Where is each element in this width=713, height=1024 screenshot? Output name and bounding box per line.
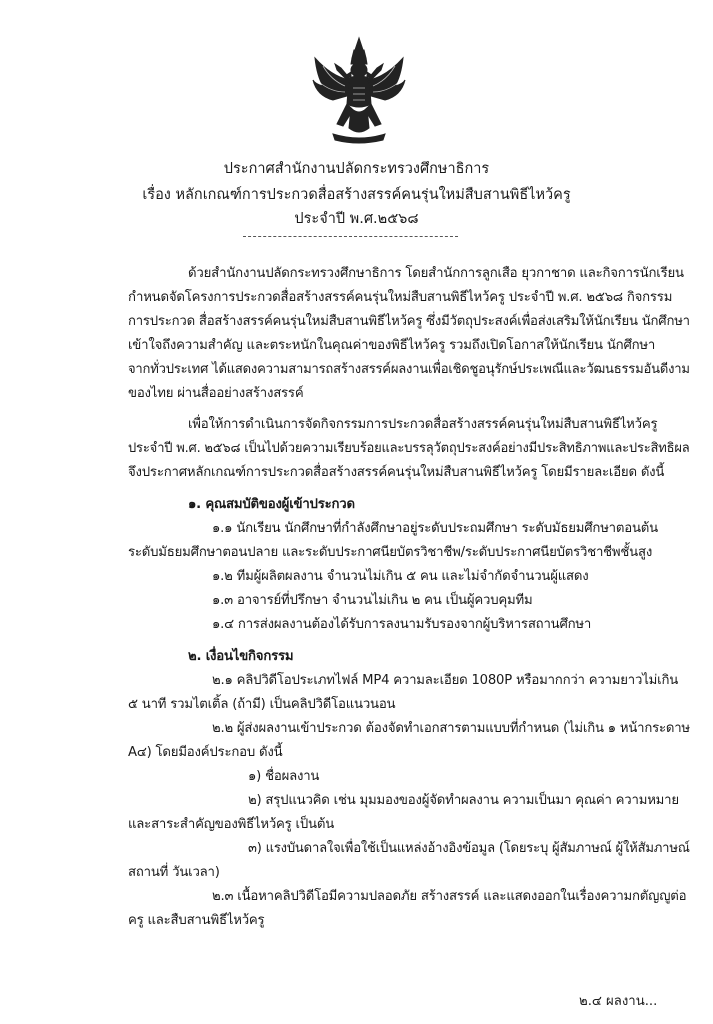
- list-item: ๒.๒ ผู้ส่งผลงานเข้าประกวด ต้องจัดทำเอกสารตามแบบที่กำหนด (ไม่เกิน ๑ หน้ากระดาษ: [212, 721, 690, 736]
- continuation-marker: ๒.๔ ผลงาน...: [579, 994, 658, 1009]
- list-item: ๒.๑ คลิปวิดีโอประเภทไฟล์ MP4 ความละเอียด 1080P หรือมากกว่า ความยาวไม่เกิน: [212, 673, 679, 688]
- body-line: จึงประกาศหลักเกณฑ์การประกวดสื่อสร้างสรรค์คนรุ่นใหม่สืบสานพิธีไหว้ครู โดยมีรายละเอียด ดังนี้: [128, 465, 665, 480]
- list-item: ๓) แรงบันดาลใจเพื่อใช้เป็นแหล่งอ้างอิงข้อมูล (โดยระบุ ผู้สัมภาษณ์ ผู้ให้สัมภาษณ์: [248, 841, 690, 856]
- list-item: ๒) สรุปแนวคิด เช่น มุมมองของผู้จัดทำผลงาน ความเป็นมา คุณค่า ความหมาย: [248, 793, 679, 808]
- list-item: ๑.๑ นักเรียน นักศึกษาที่กำลังศึกษาอยู่ระดับประถมศึกษา ระดับมัธยมศึกษาตอนต้น: [212, 521, 658, 536]
- body-line: เข้าใจถึงความสำคัญ และตระหนักในคุณค่าของพิธีไหว้ครู รวมถึงเปิดโอกาสให้นักเรียน นักศึกษา: [128, 338, 656, 353]
- list-item: ระดับมัธยมศึกษาตอนปลาย และระดับประกาศนียบัตรวิชาชีพ/ระดับประกาศนียบัตรวิชาชีพชั้นสูง: [128, 545, 653, 560]
- list-item: A๔) โดยมีองค์ประกอบ ดังนี้: [128, 745, 283, 760]
- announcement-year: ประจำปี พ.ศ.๒๕๖๘: [294, 211, 419, 227]
- section-heading: ๑. คุณสมบัติของผู้เข้าประกวด: [188, 497, 355, 512]
- list-item: ครู และสืบสานพิธีไหว้ครู: [128, 913, 265, 928]
- body-line: จากทั่วประเทศ ได้แสดงความสามารถสร้างสรรค์ผลงานเพื่อเชิดชูอนุรักษ์ประเพณีและวัฒนธรรมอันดีงาม: [128, 362, 690, 377]
- body-line: การประกวด สื่อสร้างสรรค์คนรุ่นใหม่สืบสานพิธีไหว้ครู ซึ่งมีวัตถุประสงค์เพื่อส่งเสริมให้นักเรียน นักศึกษา: [128, 314, 690, 329]
- list-item: ๑.๓ อาจารย์ที่ปรึกษา จำนวนไม่เกิน ๒ คน เป็นผู้ควบคุมทีม: [212, 593, 533, 608]
- body-line: ด้วยสำนักงานปลัดกระทรวงศึกษาธิการ โดยสำนักการลูกเสือ ยุวกาชาด และกิจการนักเรียน: [188, 266, 684, 281]
- section-heading: ๒. เงื่อนไขกิจกรรม: [188, 649, 294, 664]
- body-line: กำหนดจัดโครงการประกวดสื่อสร้างสรรค์คนรุ่นใหม่สืบสานพิธีไหว้ครู ประจำปี พ.ศ. ๒๕๖๘ กิจกรรม: [128, 290, 673, 305]
- announcement-title: ประกาศสำนักงานปลัดกระทรวงศึกษาธิการ: [223, 161, 490, 177]
- garuda-emblem-icon: [311, 36, 407, 146]
- list-item: และสาระสำคัญของพิธีไหว้ครู เป็นต้น: [128, 817, 335, 832]
- list-item: สถานที่ วันเวลา): [128, 865, 220, 880]
- body-line: เพื่อให้การดำเนินการจัดกิจกรรมการประกวดสื่อสร้างสรรค์คนรุ่นใหม่สืบสานพิธีไหว้ครู: [188, 417, 658, 432]
- list-item: ๑.๔ การส่งผลงานต้องได้รับการลงนามรับรองจากผู้บริหารสถานศึกษา: [212, 617, 592, 632]
- body-line: ของไทย ผ่านสื่ออย่างสร้างสรรค์: [128, 386, 304, 401]
- list-item: ๑) ชื่อผลงาน: [248, 769, 320, 784]
- list-item: ๕ นาที รวมไตเติ้ล (ถ้ามี) เป็นคลิปวิดีโอแนวนอน: [128, 697, 396, 712]
- list-item: ๒.๓ เนื้อหาคลิปวิดีโอมีความปลอดภัย สร้างสรรค์ และแสดงออกในเรื่องความกตัญญูต่อ: [212, 889, 687, 904]
- body-line: ประจำปี พ.ศ. ๒๕๖๘ เป็นไปด้วยความเรียบร้อยและบรรลุวัตถุประสงค์อย่างมีประสิทธิภาพและประสิทธิผล: [128, 441, 690, 456]
- list-item: ๑.๒ ทีมผู้ผลิตผลงาน จำนวนไม่เกิน ๕ คน และไม่จำกัดจำนวนผู้แสดง: [212, 569, 589, 584]
- header-divider: [243, 236, 458, 237]
- announcement-subject: เรื่อง หลักเกณฑ์การประกวดสื่อสร้างสรรค์คนรุ่นใหม่สืบสานพิธีไหว้ครู: [142, 187, 571, 203]
